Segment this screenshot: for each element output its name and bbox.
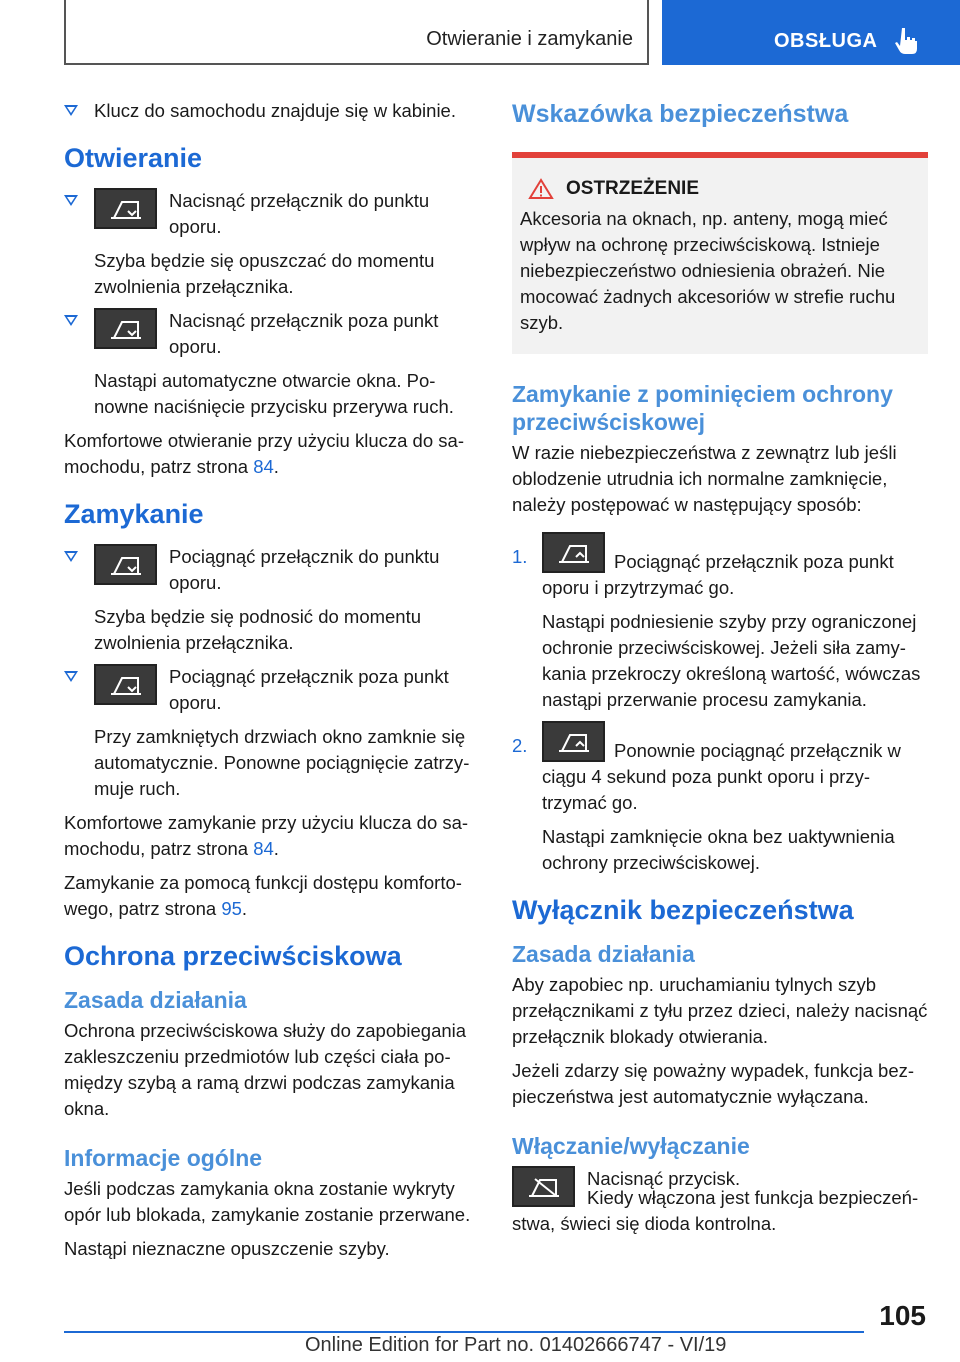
heading-safety-switch: Wyłącznik bezpieczeństwa xyxy=(512,895,854,925)
heading-pinch-protection: Ochrona przeciwściskowa xyxy=(64,941,402,971)
pointing-hand-icon xyxy=(894,26,920,54)
bullet-text: Nacisnąć przełącznik do punktu oporu. xyxy=(169,190,430,237)
bullet-triangle-icon xyxy=(64,105,78,116)
right-column xyxy=(512,98,928,1245)
window-switch-icon xyxy=(542,721,605,762)
page-link[interactable]: 95 xyxy=(221,898,242,919)
bullet-subtext: Szyba będzie się podnosić do momentu zwolnienia przełącznika. xyxy=(94,606,422,653)
footer-edition: Online Edition for Part no. 01402666747 - VI/19 xyxy=(305,1334,727,1356)
step-number: 2. xyxy=(512,735,528,756)
heading-safety-note: Wskazówka bezpieczeństwa xyxy=(512,100,849,128)
bullet-text: Pociągnąć przełącznik do punktu oporu. xyxy=(169,546,440,593)
on-off-line-1: Nacisnąć przycisk. xyxy=(587,1168,741,1189)
footer-divider xyxy=(64,1331,864,1333)
warning-box xyxy=(512,158,928,354)
page-link[interactable]: 84 xyxy=(253,838,274,859)
window-switch-icon xyxy=(94,544,157,585)
warning-title: OSTRZEŻENIE xyxy=(528,178,920,200)
switch-text-2: Jeżeli zdarzy się poważny wypadek, funkcja bezpieczeństwa jest automatycznie wyłączana. xyxy=(512,1060,915,1107)
step-text: Pociągnąć przełącznik poza punkt oporu i przytrzymać go. xyxy=(542,551,894,598)
switch-text-1: Aby zapobiec np. uruchamianiu tylnych szyb przełącznikami z tyłu przez dzieci, należy nacisnąć przełącznik blokady otwierania. xyxy=(512,974,928,1047)
step-number: 1. xyxy=(512,546,528,567)
general-text-2: Nastąpi nieznaczne opuszczenie szyby. xyxy=(64,1238,390,1259)
intro-bullet xyxy=(64,98,476,124)
close-access-text: Zamykanie za pomocą funkcji dostępu komfortowego, patrz strona 95. xyxy=(64,872,462,919)
heading-open: Otwieranie xyxy=(64,143,203,173)
left-column xyxy=(64,98,476,1270)
page-number: 105 xyxy=(879,1300,926,1331)
step-subtext: Nastąpi podniesienie szyby przy ograniczonej ochronie przeciwściskowej. Jeżeli siła zamykania przekroczy określoną wartość, wówczas nastąpi przerwanie procesu zamykania. xyxy=(542,611,921,710)
window-switch-icon xyxy=(94,188,157,229)
heading-override: Zamykanie z pominięciem ochrony przeciwściskowej xyxy=(512,381,893,435)
general-text-1: Jeśli podczas zamykania okna zostanie wykryty opór lub blokada, zamykanie zostanie przerwane. xyxy=(64,1178,471,1225)
close-bullet-2 xyxy=(64,664,476,802)
chapter-title: OBSŁUGA xyxy=(774,30,878,52)
heading-principle: Zasada działania xyxy=(64,987,247,1013)
warning-text: Akcesoria na oknach, np. anteny, mogą mieć wpływ na ochronę przeciwściskową. Istnieje niebezpieczeństwo odniesienia obrażeń. Nie mocować żadnych akcesoriów w strefie ruchu szyb. xyxy=(520,208,896,333)
section-title: Otwieranie i zamykanie xyxy=(426,28,633,50)
bullet-text: Nacisnąć przełącznik poza punkt oporu. xyxy=(169,310,439,357)
bullet-subtext: Nastąpi automatyczne otwarcie okna. Ponowne naciśnięcie przycisku przerywa ruch. xyxy=(94,370,454,417)
window-switch-icon xyxy=(94,664,157,705)
header-chapter-box xyxy=(662,0,960,65)
bullet-triangle-icon xyxy=(64,671,78,682)
step-1 xyxy=(512,532,928,713)
warning-triangle-icon xyxy=(528,178,554,200)
heading-general-info: Informacje ogólne xyxy=(64,1145,263,1171)
step-2 xyxy=(512,721,928,876)
override-text: W razie niebezpieczeństwa z zewnątrz lub jeśli oblodzenie utrudnia ich normalne zamknięcie, należy postępować w następujący sposób: xyxy=(512,442,897,515)
open-comfort-text: Komfortowe otwieranie przy użyciu klucza do samochodu, patrz strona 84. xyxy=(64,430,464,477)
close-bullet-1 xyxy=(64,544,476,656)
bullet-triangle-icon xyxy=(64,195,78,206)
heading-on-off: Włączanie/wyłączanie xyxy=(512,1133,750,1159)
child-lock-switch-icon xyxy=(512,1166,575,1207)
bullet-subtext: Szyba będzie się opuszczać do momentu zwolnienia przełącznika. xyxy=(94,250,435,297)
window-switch-icon xyxy=(94,308,157,349)
bullet-text: Klucz do samochodu znajduje się w kabinie. xyxy=(94,100,456,121)
on-off-line-2: Kiedy włączona jest funkcja bezpieczeństwa, świeci się dioda kontrolna. xyxy=(512,1187,919,1234)
close-comfort-text: Komfortowe zamykanie przy użyciu klucza do samochodu, patrz strona 84. xyxy=(64,812,469,859)
bullet-triangle-icon xyxy=(64,551,78,562)
bullet-triangle-icon xyxy=(64,315,78,326)
window-switch-icon xyxy=(542,532,605,573)
heading-close: Zamykanie xyxy=(64,499,204,529)
step-subtext: Nastąpi zamknięcie okna bez uaktywnienia ochrony przeciwściskowej. xyxy=(542,826,895,873)
step-text: Ponownie pociągnąć przełącznik w ciągu 4 sekund poza punkt oporu i przytrzymać go. xyxy=(542,740,901,813)
bullet-subtext: Przy zamkniętych drzwiach okno zamknie się automatycznie. Ponowne pociągnięcie zatrzymuje ruch. xyxy=(94,726,470,799)
bullet-text: Pociągnąć przełącznik poza punkt oporu. xyxy=(169,666,449,713)
principle-text: Ochrona przeciwściskowa służy do zapobiegania zakleszczeniu przedmiotów lub części ciała pomiędzy szybą a ramą drzwi podczas zamykania okna. xyxy=(64,1020,467,1119)
page-link[interactable]: 84 xyxy=(253,456,274,477)
open-bullet-1 xyxy=(64,188,476,300)
open-bullet-2 xyxy=(64,308,476,420)
header-section-box xyxy=(64,0,649,65)
heading-switch-principle: Zasada działania xyxy=(512,941,695,967)
